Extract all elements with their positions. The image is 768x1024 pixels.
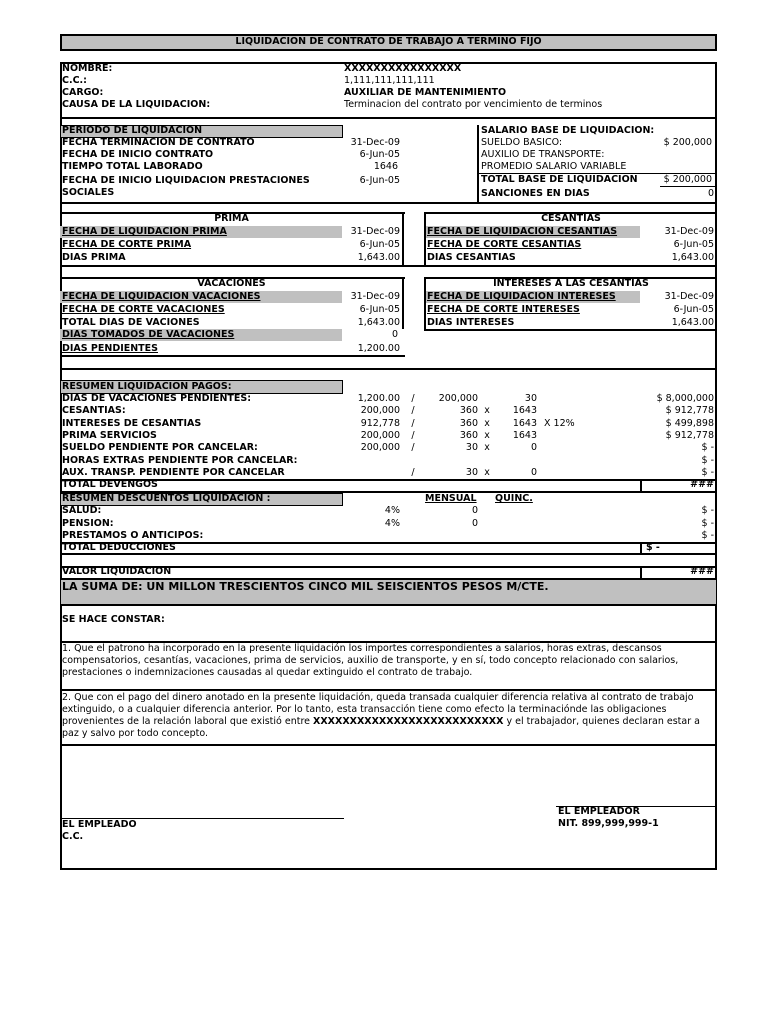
periodo-row-label: FECHA TERMINACION DE CONTRATO	[62, 137, 255, 148]
resumen-row-label: PRIMA SERVICIOS	[62, 429, 157, 441]
resumen-row-op1: /	[411, 393, 415, 404]
cesantias-heading: CESANTIAS	[541, 213, 601, 224]
cc-label: C.C.:	[62, 75, 87, 86]
causa-label: CAUSA DE LA LIQUIDACION:	[62, 99, 211, 110]
vacaciones-row-value: 1,643.00	[357, 317, 400, 328]
cargo-label: CARGO:	[62, 87, 104, 98]
periodo-row-label: TIEMPO TOTAL LABORADO	[62, 161, 203, 172]
resumen-row-total: $ 8,000,000	[656, 393, 714, 404]
periodo-row-value: 31-Dec-09	[350, 137, 400, 148]
cesantias-row-label: DIAS CESANTIAS	[427, 252, 516, 263]
sueldo-value: $ 200,000	[663, 137, 712, 148]
resumen-row-c2: 360	[459, 429, 478, 441]
vacaciones-row-value: 31-Dec-09	[350, 291, 400, 302]
cesantias-row-value: 1,643.00	[671, 252, 714, 263]
vacaciones-row-value: 0	[391, 329, 398, 340]
prima-row-label: FECHA DE LIQUIDACION PRIMA	[62, 226, 227, 237]
periodo-row-value: 6-Jun-05	[359, 149, 400, 160]
divider	[60, 368, 717, 370]
descuento-row-total: $ -	[701, 505, 714, 516]
descuentos-heading: RESUMEN DESCUENTOS LIQUIDACION :	[62, 493, 271, 504]
cesantias-row-label: FECHA DE LIQUIDACION CESANTIAS	[427, 226, 618, 237]
intereses-row-value: 6-Jun-05	[673, 304, 714, 315]
sueldo-label: SUELDO BASICO:	[481, 137, 563, 148]
cesantias-row-value: 31-Dec-09	[664, 226, 714, 237]
prima-heading: PRIMA	[214, 213, 249, 224]
periodo-row-value: 1646	[373, 161, 398, 172]
prima-row-label: FECHA DE CORTE PRIMA	[62, 239, 192, 250]
suma-text: LA SUMA DE: UN MILLON TRESCIENTOS CINCO MIL SEISCIENTOS PESOS M/CTE.	[62, 580, 549, 593]
vacaciones-row-label: FECHA DE LIQUIDACION VACACIONES	[62, 291, 261, 302]
resumen-row-c3: 1643	[512, 417, 537, 429]
vacaciones-row-label: DIAS PENDIENTES	[62, 343, 158, 354]
resumen-row-c1: 1,200.00	[357, 393, 400, 404]
resumen-row-c3: 1643	[512, 405, 537, 417]
prima-row-label: DIAS PRIMA	[62, 252, 126, 263]
vacaciones-row-label: TOTAL DIAS DE VACIONES	[62, 317, 200, 328]
vacaciones-row-value: 1,200.00	[357, 343, 400, 354]
resumen-row-total: $ -	[701, 466, 714, 478]
constar-text: SE HACE CONSTAR:	[62, 614, 165, 625]
divider	[424, 329, 717, 331]
periodo-row-value: 6-Jun-05	[359, 175, 400, 186]
descuento-row-val: 0	[471, 505, 478, 516]
sanciones-value: 0	[707, 188, 714, 199]
descuento-row-total: $ -	[701, 517, 714, 529]
intereses-row-value: 1,643.00	[671, 317, 714, 328]
resumen-row-c3: 0	[530, 466, 537, 478]
intereses-row-label: FECHA DE CORTE INTERESES	[427, 304, 580, 315]
total-base-label: TOTAL BASE DE LIQUIDACION	[481, 174, 638, 185]
resumen-row-label: CESANTIAS:	[62, 405, 126, 417]
valor-label: VALOR LIQUIDACION	[62, 566, 172, 577]
promedio-label: PROMEDIO SALARIO VARIABLE	[481, 161, 627, 172]
cesantias-row-label: FECHA DE CORTE CESANTIAS	[427, 239, 582, 250]
cesantias-row-value: 6-Jun-05	[673, 239, 714, 250]
vacaciones-row-value: 6-Jun-05	[359, 304, 400, 315]
cc-value: 1,111,111,111,111	[344, 75, 435, 86]
resumen-row-total: $ -	[701, 454, 714, 466]
resumen-row-c2: 30	[465, 466, 478, 478]
empleador-label: EL EMPLEADOR	[558, 806, 640, 817]
document-title: LIQUIDACION DE CONTRATO DE TRABAJO A TERMINO FIJO	[235, 36, 542, 47]
resumen-row-c2: 200,000	[438, 393, 478, 404]
descuento-row-pct: 4%	[384, 517, 400, 529]
resumen-row-op1: /	[411, 466, 415, 478]
resumen-heading: RESUMEN LIQUIDACION PAGOS:	[62, 381, 232, 392]
salario-left-border	[477, 125, 479, 203]
resumen-row-op1: /	[411, 442, 415, 454]
vacaciones-row-label: DIAS TOMADOS DE VACACIONES	[62, 329, 235, 340]
resumen-row-extra: X 12%	[544, 417, 575, 429]
empleador-nit: NIT. 899,999,999-1	[558, 818, 659, 829]
auxilio-label: AUXILIO DE TRANSPORTE:	[481, 149, 605, 160]
divider	[60, 117, 717, 119]
causa-value: Terminacion del contrato por vencimiento de terminos	[344, 99, 603, 110]
periodo-heading: PERIODO DE LIQUIDACION	[62, 125, 203, 136]
divider	[60, 202, 717, 204]
resumen-row-c1: 200,000	[360, 442, 400, 454]
resumen-row-op2: x	[484, 442, 490, 454]
resumen-row-c1: 912,778	[360, 417, 400, 429]
descuento-row-label: PRESTAMOS O ANTICIPOS:	[62, 530, 204, 541]
resumen-row-total: $ -	[701, 442, 714, 454]
intereses-row-label: FECHA DE LIQUIDACION INTERESES	[427, 291, 616, 302]
divider	[60, 553, 717, 555]
resumen-row-c3: 1643	[512, 429, 537, 441]
total-deducciones-value: $ -	[646, 542, 660, 553]
resumen-row-total: $ 499,898	[665, 417, 714, 429]
total-base-value: $ 200,000	[663, 174, 712, 185]
resumen-row-op1: /	[411, 429, 415, 441]
divider	[60, 689, 717, 691]
intereses-heading: INTERESES A LAS CESANTIAS	[493, 278, 649, 289]
total-devengos-value: ###	[690, 479, 714, 490]
resumen-row-label: HORAS EXTRAS PENDIENTE POR CANCELAR:	[62, 454, 298, 466]
periodo-row-label: FECHA DE INICIO LIQUIDACION PRESTACIONES SOCIALES	[62, 175, 310, 198]
descuento-row-label: PENSION:	[62, 517, 114, 529]
resumen-row-op2: x	[484, 417, 490, 429]
descuento-row-pct: 4%	[384, 505, 400, 516]
valor-value: ###	[690, 566, 714, 577]
sanciones-label: SANCIONES EN DIAS	[481, 188, 590, 199]
resumen-row-label: DIAS DE VACACIONES PENDIENTES:	[62, 393, 252, 404]
periodo-row-label: FECHA DE INICIO CONTRATO	[62, 149, 214, 160]
resumen-row-op1: /	[411, 405, 415, 417]
resumen-row-label: AUX. TRANSP. PENDIENTE POR CANCELAR	[62, 466, 285, 478]
divider	[60, 265, 717, 267]
resumen-row-op2: x	[484, 405, 490, 417]
quinc-header: QUINC.	[495, 493, 533, 504]
resumen-row-c1: 200,000	[360, 429, 400, 441]
resumen-row-op2: x	[484, 429, 490, 441]
total-devengos-label: TOTAL DEVENGOS	[62, 479, 158, 490]
cargo-value: AUXILIAR DE MANTENIMIENTO	[344, 87, 507, 98]
resumen-row-c2: 360	[459, 405, 478, 417]
divider	[60, 479, 717, 481]
resumen-row-total: $ 912,778	[665, 405, 714, 417]
prima-row-value: 1,643.00	[357, 252, 400, 263]
salario-heading: SALARIO BASE DE LIQUIDACION:	[481, 125, 655, 136]
resumen-row-c2: 360	[459, 417, 478, 429]
paragraph-1: 1. Que el patrono ha incorporado en la presente liquidación los importes correspondientes a salarios, horas extras, descansos compensatorios, cesantías, vacaciones, prima de servicios, auxilio de transporte, y en sí, todo concepto relacionado con salarios, prestaciones o indemnizaciones causadas al quedar extinguido el contrato de trabajo.	[62, 643, 679, 678]
descuento-row-val: 0	[471, 517, 478, 529]
paragraph-2-name: XXXXXXXXXXXXXXXXXXXXXXXXXX	[313, 716, 504, 727]
resumen-row-total: $ 912,778	[665, 429, 714, 441]
resumen-row-c3: 30	[524, 393, 537, 404]
vacaciones-heading: VACACIONES	[197, 278, 266, 289]
total-deducciones-label: TOTAL DEDUCCIONES	[62, 542, 176, 553]
paragraph-2-text: y el trabajador, quienes declaran estar a paz y salvo por todo concepto.	[62, 716, 700, 739]
intereses-row-label: DIAS INTERESES	[427, 317, 515, 328]
empleado-label: EL EMPLEADO	[62, 819, 137, 830]
resumen-row-c2: 30	[465, 442, 478, 454]
resumen-row-c3: 0	[530, 442, 537, 454]
prima-row-value: 6-Jun-05	[359, 239, 400, 250]
paragraph-2-text: 2. Que con el pago del dinero anotado en la presente liquidación, queda transada cualquier diferencia relativa al contrato de trabajo extinguido, o a cualquier diferencia anterior. Por lo tanto, esta transacción tiene como efecto la terminaciónde las obligaciones provenientes de la relación laboral que existió entre	[62, 692, 694, 727]
descuento-row-total: $ -	[701, 530, 714, 541]
intereses-row-value: 31-Dec-09	[664, 291, 714, 302]
divider	[60, 744, 717, 746]
resumen-row-op2: x	[484, 466, 490, 478]
vacaciones-row-label: FECHA DE CORTE VACACIONES	[62, 304, 225, 315]
nombre-value: XXXXXXXXXXXXXXXX	[344, 63, 462, 74]
prima-row-value: 31-Dec-09	[350, 226, 400, 237]
descuento-row-label: SALUD:	[62, 505, 102, 516]
resumen-row-label: INTERESES DE CESANTIAS	[62, 417, 202, 429]
empleado-cc: C.C.	[62, 831, 84, 842]
resumen-row-op1: /	[411, 417, 415, 429]
divider	[60, 604, 717, 606]
divider	[660, 186, 717, 187]
divider	[60, 355, 405, 357]
paragraph-2	[62, 692, 712, 740]
nombre-label: NOMBRE:	[62, 63, 113, 74]
mensual-header: MENSUAL	[425, 493, 477, 504]
resumen-row-c1: 200,000	[360, 405, 400, 417]
resumen-row-label: SUELDO PENDIENTE POR CANCELAR:	[62, 442, 258, 454]
